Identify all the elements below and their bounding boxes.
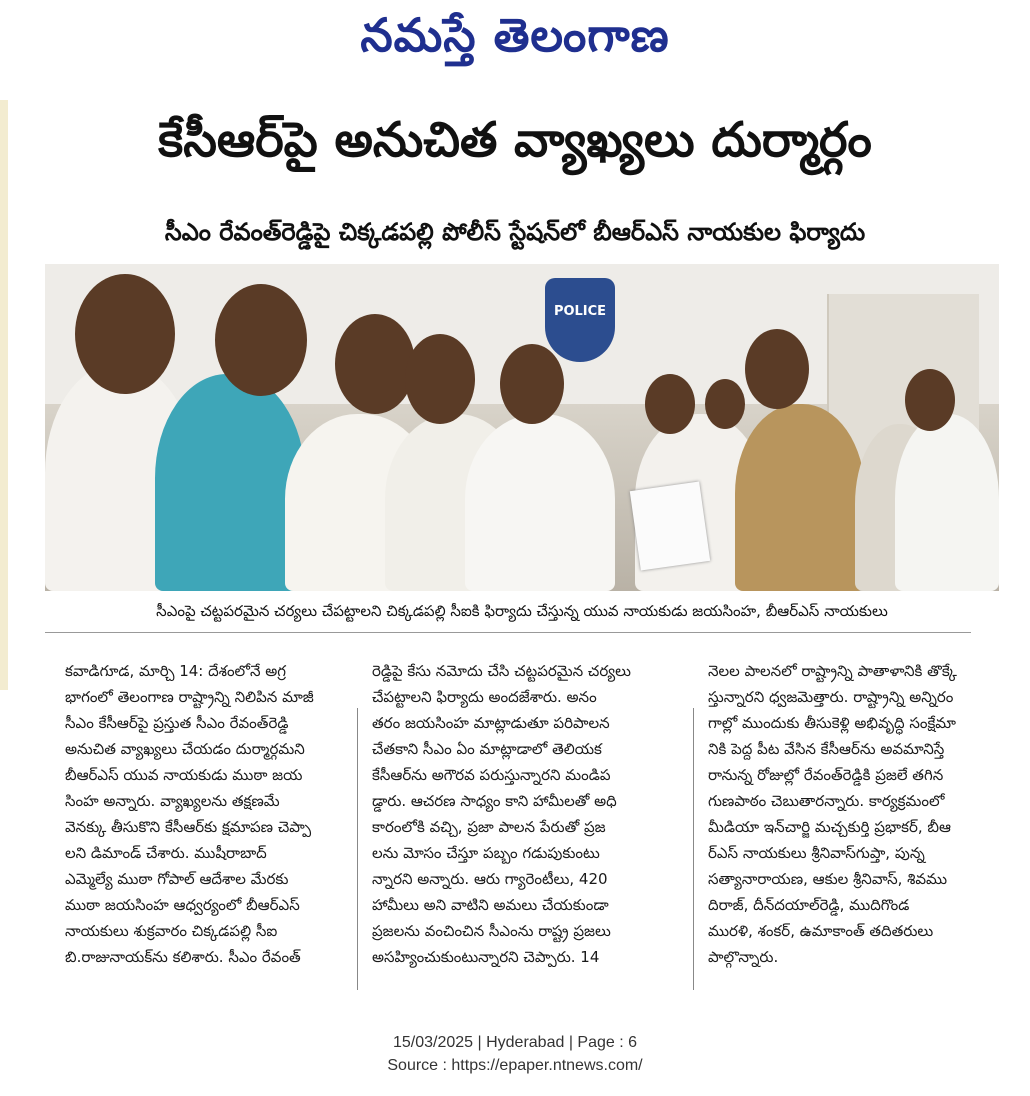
caption-divider xyxy=(45,632,971,633)
police-logo xyxy=(545,278,615,362)
text-line: చేతకాని సీఎం ఏం మాట్లాడాలో తెలియక xyxy=(372,740,602,758)
text-line: న్నారని అన్నారు. ఆరు గ్యారెంటీలు, 420 xyxy=(372,870,608,888)
text-line: దిరాజ్, దీన్‌దయాల్‌రెడ్డి, ముదిగొండ xyxy=(708,896,910,914)
text-line: నికి పెద్ద పీట వేసిన కేసీఆర్‌ను అవమానిస్తే xyxy=(708,740,945,758)
text-line: అసహ్యించుకుంటున్నారని చెప్పారు. 14 xyxy=(372,948,600,966)
text-line: తరం జయసింహ మాట్లాడుతూ పరిపాలన xyxy=(372,714,610,732)
text-line: కేసీఆర్‌ను అగౌరవ పరుస్తున్నారని మండిప xyxy=(372,766,611,784)
article-column-1 xyxy=(65,658,365,970)
text-line: కవాడిగూడ, మార్చి 14: దేశంలోనే అగ్ర xyxy=(65,662,287,680)
text-line: మీడియా ఇన్‌చార్జి మచ్చకుర్తి ప్రభాకర్, బీఆ xyxy=(708,818,951,836)
page-edge-strip xyxy=(0,100,8,690)
text-line: స్తున్నారని ధ్వజమెత్తారు. రాష్ట్రాన్ని అన్నిరం xyxy=(708,688,954,706)
text-line: పాల్గొన్నారు. xyxy=(708,948,779,966)
text-line: గుణపాఠం చెబుతారన్నారు. కార్యక్రమంలో xyxy=(708,792,945,810)
police-logo-text: POLICE xyxy=(553,304,607,319)
text-line: రానున్న రోజుల్లో రేవంత్‌రెడ్డికి ప్రజలే తగిన xyxy=(708,766,944,784)
person-head xyxy=(75,274,175,394)
text-line: వెనక్కు తీసుకొని కేసీఆర్‌కు క్షమాపణ చెప్పా xyxy=(65,818,312,836)
person-head xyxy=(705,379,745,429)
person-figure xyxy=(465,414,615,591)
publication-date-line: 15/03/2025 | Hyderabad | Page : 6 xyxy=(392,1034,638,1051)
person-figure xyxy=(895,414,999,591)
text-line: బి.రాజునాయక్‌ను కలిశారు. సీఎం రేవంత్ xyxy=(65,948,301,966)
text-line: గాల్లో ముందుకు తీసుకెళ్లి అభివృద్ధి సంక్షేమా xyxy=(708,714,956,732)
text-line: సింహ అన్నారు. వ్యాఖ్యలను తక్షణమే xyxy=(65,792,280,810)
column-divider xyxy=(357,708,358,990)
text-line: ముఠా జయసింహ ఆధ్వర్యంలో బీఆర్ఎస్ xyxy=(65,896,300,914)
text-line: ప్రజలను వంచించిన సీఎంను రాష్ట్ర ప్రజలు xyxy=(372,922,611,940)
article-photo xyxy=(45,264,999,591)
text-line: భాగంలో తెలంగాణ రాష్ట్రాన్ని నిలిపిన మాజీ xyxy=(65,688,314,706)
source-url-line: Source : https://epaper.ntnews.com/ xyxy=(387,1057,643,1074)
person-head xyxy=(745,329,809,409)
column-divider xyxy=(693,708,694,990)
article-column-3 xyxy=(708,658,1008,970)
text-line: బీఆర్ఎస్ యువ నాయకుడు ముఠా జయ xyxy=(65,766,303,784)
person-head xyxy=(335,314,415,414)
photo-caption: సీఎంపై చట్టపరమైన చర్యలు చేపట్టాలని చిక్కడపల్లి సీఐకి ఫిర్యాదు చేస్తున్న యువ నాయకుడు జయసింహ, బీఆర్ఎస్ నాయకులు xyxy=(156,602,888,620)
text-line: అనుచిత వ్యాఖ్యలు చేయడం దుర్మార్గమని xyxy=(65,740,305,758)
text-line: రెడ్డిపై కేసు నమోదు చేసి చట్టపరమైన చర్యలు xyxy=(372,662,631,680)
person-head xyxy=(215,284,307,396)
text-line: ర్ఎస్ నాయకులు శ్రీనివాస్‌గుప్తా, పున్న xyxy=(708,844,925,862)
article-column-2 xyxy=(372,658,672,970)
person-figure xyxy=(155,374,305,591)
text-line: మురళి, శంకర్, ఉమాకాంత్ తదితరులు xyxy=(708,922,934,940)
newspaper-masthead: నమస్తే తెలంగాణ xyxy=(360,8,670,62)
text-line: చేపట్టాలని ఫిర్యాదు అందజేశారు. అనం xyxy=(372,688,597,706)
complaint-letter xyxy=(630,482,710,571)
text-line: కారంలోకి వచ్చి, ప్రజా పాలన పేరుతో ప్రజ xyxy=(372,818,606,836)
text-line: డ్డారు. ఆచరణ సాధ్యం కాని హామీలతో అధి xyxy=(372,792,617,810)
text-line: లను మోసం చేస్తూ పబ్బం గడుపుకుంటు xyxy=(372,844,600,862)
text-line: సీఎం కేసీఆర్‌పై ప్రస్తుత సీఎం రేవంత్‌రెడ్డి xyxy=(65,714,289,732)
text-line: లని డిమాండ్ చేశారు. ముషీరాబాద్ xyxy=(65,844,267,862)
article-headline: కేసీఆర్‌పై అనుచిత వ్యాఖ్యలు దుర్మార్గం xyxy=(158,112,872,168)
text-line: నెలల పాలనలో రాష్ట్రాన్ని పాతాళానికి తొక్కే xyxy=(708,662,957,680)
person-head xyxy=(500,344,564,424)
police-officer-figure xyxy=(735,404,865,591)
person-head xyxy=(645,374,695,434)
person-head xyxy=(905,369,955,431)
text-line: సత్యానారాయణ, ఆకుల శ్రీనివాస్, శివము xyxy=(708,870,948,888)
text-line: ఎమ్మెల్యే ముఠా గోపాల్ ఆదేశాల మేరకు xyxy=(65,870,289,888)
text-line: హామీలు అని వాటిని అమలు చేయకుండా xyxy=(372,896,609,914)
article-subheadline: సీఎం రేవంత్‌రెడ్డిపై చిక్కడపల్లి పోలీస్ స్టేషన్‌లో బీఆర్ఎస్ నాయకుల ఫిర్యాదు xyxy=(164,218,866,246)
text-line: నాయకులు శుక్రవారం చిక్కడపల్లి సీఐ xyxy=(65,922,278,940)
person-head xyxy=(405,334,475,424)
